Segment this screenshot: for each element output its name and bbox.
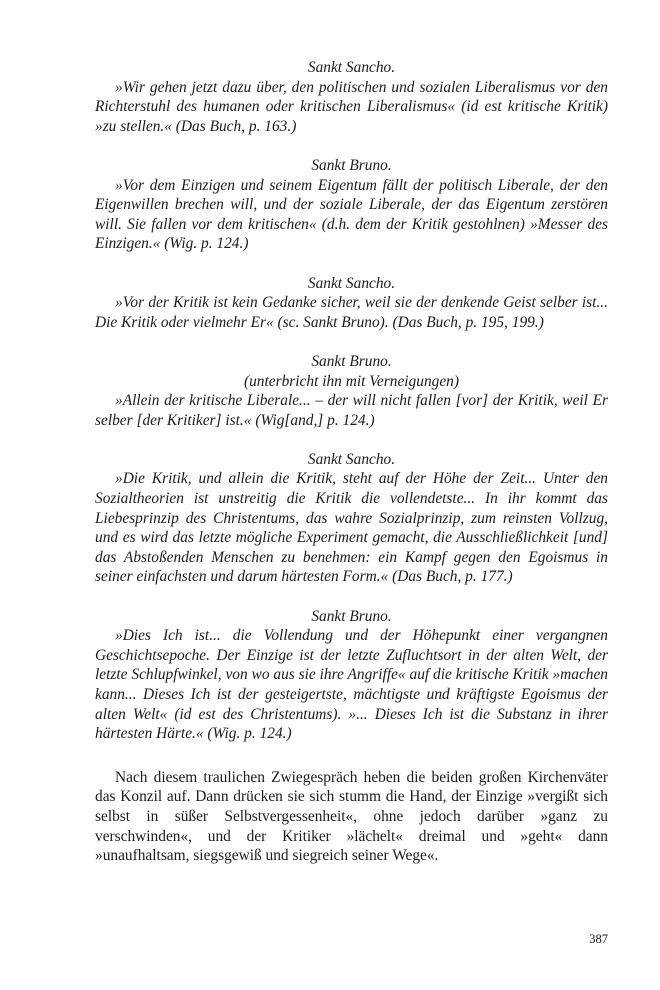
stage-direction: (unterbricht ihn mit Verneigungen)	[243, 372, 459, 390]
speaker-name: Sankt Bruno.	[311, 156, 392, 174]
speech-text: »Die Kritik, und allein die Kritik, steht auf der Höhe der Zeit... Unter den Sozialtheorien ist unstreitig die Kritik die vollendetste... In ihr kommt das Liebesprinzip des Christentums, das wahre Sozialprinzip, zum reinsten Vollzug, und es wird das letzte mögliche Experiment gemacht, die Ausschließlichkeit [und] das Abstoßenden Menschen zu benehmen: ein Kampf gegen den Egoismus in seiner einfachsten und darum härtesten Form.« (Das Buch, p. 177.)	[95, 470, 608, 586]
speech-text: »Vor der Kritik ist kein Gedanke sicher, weil sie der denkende Geist selber ist... Die Kritik oder vielmehr Er« (sc. Sankt Bruno). (Das Buch, p. 195, 199.)	[95, 294, 608, 331]
dialogue-block	[95, 607, 608, 744]
dialogue-block	[95, 450, 608, 587]
speech-text: »Wir gehen jetzt dazu über, den politischen und sozialen Liberalismus vor den Richterstuhl des humanen oder kritischen Liberalismus« (id est kritische Kritik) »zu stellen.« (Das Buch, p. 163.)	[95, 78, 608, 135]
speech-text: »Vor dem Einzigen und seinem Eigentum fällt der politisch Liberale, der den Eigenwillen brechen will, und der soziale Liberale, der das Eigentum zerstören will. Sie fallen vor dem kritischen« (d.h. dem der Kritik gestohlnen) »Messer des Einzigen.« (Wig. p. 124.)	[95, 176, 608, 253]
dialogue-block	[95, 58, 608, 136]
speaker-name: Sankt Sancho.	[307, 450, 396, 468]
speaker-name: Sankt Sancho.	[307, 59, 396, 76]
dialogue-block	[95, 274, 608, 333]
dialogue-block	[95, 156, 608, 254]
speaker-name: Sankt Bruno.	[311, 607, 392, 625]
speaker-name: Sankt Sancho.	[307, 274, 396, 292]
speech-text: »Dies Ich ist... die Vollendung und der Höhepunkt einer vergangnen Geschichtsepoche. Der Einzige ist der letzte Zufluchtsort in der alten Welt, der letzte Schlupfwinkel, von wo aus sie ihre Angriffe« auf die kritische Kritik »machen kann... Dieses Ich ist der gesteigertste, mächtigste und kräftigste Egoismus der alten Welt« (id est des Christentums). »... Dieses Ich ist die Substanz in ihrer härtesten Härte.« (Wig. p. 124.)	[95, 627, 608, 743]
speech-text: »Allein der kritische Liberale... – der will nicht fallen [vor] der Kritik, weil Er selber [der Kritiker] ist.« (Wig[and,] p. 124.)	[95, 392, 608, 429]
page-body	[95, 58, 608, 866]
page-number: 387	[589, 932, 608, 946]
narrative-paragraph: Nach diesem traulichen Zwiegespräch heben die beiden großen Kirchenväter das Konzil auf. Dann drücken sie sich stumm die Hand, der Einzige »vergißt sich selbst in süßer Selbstvergessenheit«, ohne jedoch darüber »ganz zu verschwinden«, und der Kritiker »lächelt« dreimal und »geht« dann »unaufhaltsam, siegsgewiß und siegreich seiner Wege«.	[95, 768, 608, 865]
speaker-name: Sankt Bruno.	[311, 352, 392, 370]
dialogue-block	[95, 352, 608, 430]
